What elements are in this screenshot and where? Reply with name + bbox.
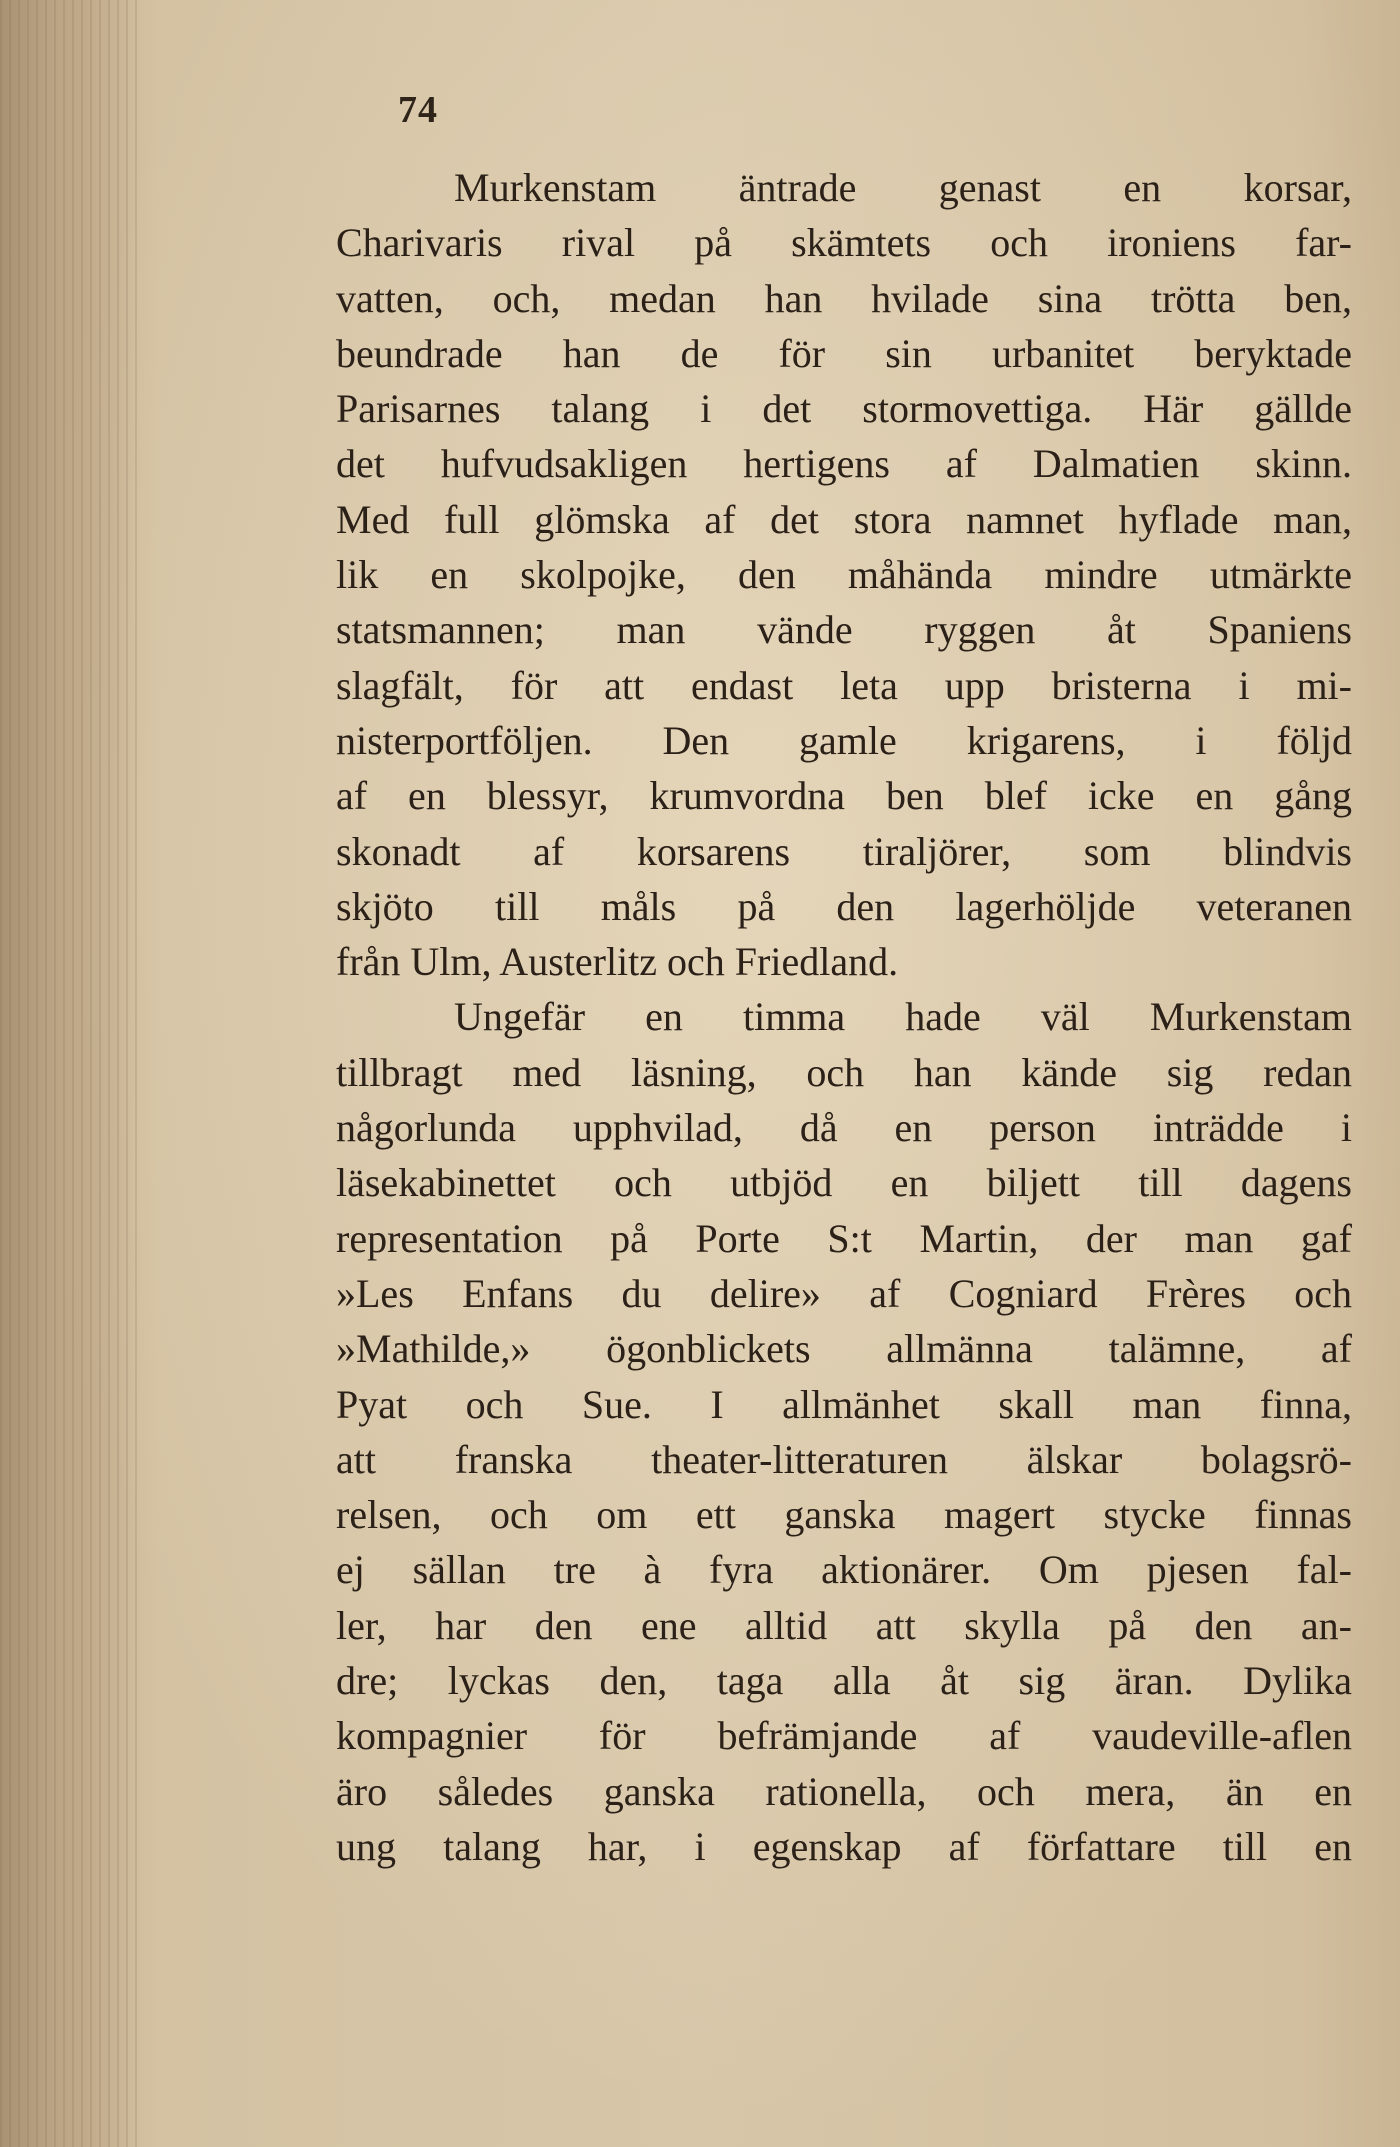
text-line: Ungefär en timma hade väl Murkenstam: [454, 994, 1352, 1040]
text-line: statsmannen; man vände ryggen åt Spaniens: [336, 607, 1352, 653]
text-line: representation på Porte S:t Martin, der man gaf: [336, 1215, 1352, 1261]
text-line: från Ulm, Austerlitz och Friedland.: [336, 939, 899, 985]
text-line: nisterportföljen. Den gamle krigarens, i följd: [336, 717, 1352, 763]
text-line: »Les Enfans du delire» af Cogniard Frères och: [336, 1270, 1352, 1316]
text-line: slagfält, för att endast leta upp bristerna i mi-: [336, 662, 1352, 708]
text-line: tillbragt med läsning, och han kände sig redan: [336, 1049, 1352, 1095]
text-line: Med full glömska af det stora namnet hyflade man,: [336, 496, 1352, 542]
page-number: 74: [398, 89, 438, 131]
text-line: kompagnier för befrämjande af vaudeville-aflen: [336, 1713, 1352, 1759]
text-line: beundrade han de för sin urbanitet beryktade: [336, 330, 1352, 376]
text-line: lik en skolpojke, den måhända mindre utmärkte: [336, 552, 1352, 598]
text-line: dre; lyckas den, taga alla åt sig äran. Dylika: [336, 1658, 1352, 1704]
text-line: någorlunda upphvilad, då en person inträdde i: [336, 1105, 1352, 1151]
text-line: relsen, och om ett ganska magert stycke finnas: [336, 1492, 1352, 1538]
text-line: af en blessyr, krumvordna ben blef icke en gång: [336, 773, 1352, 819]
text-line: vatten, och, medan han hvilade sina trötta ben,: [336, 275, 1352, 321]
text-line: »Mathilde,» ögonblickets allmänna talämne, af: [336, 1326, 1352, 1372]
text-line: läsekabinettet och utbjöd en biljett till dagens: [336, 1160, 1352, 1206]
text-line: Murkenstam äntrade genast en korsar,: [454, 165, 1352, 210]
text-line: ej sällan tre à fyra aktionärer. Om pjesen fal-: [336, 1547, 1352, 1593]
text-line: Charivaris rival på skämtets och ironiens far-: [336, 220, 1352, 266]
binding-gutter: [0, 0, 140, 2147]
text-line: skonadt af korsarens tiraljörer, som blindvis: [336, 828, 1352, 874]
text-line: att franska theater-litteraturen älskar bolagsrö-: [336, 1436, 1352, 1482]
text-line: ung talang har, i egenskap af författare till en: [336, 1823, 1352, 1869]
text-line: skjöto till måls på den lagerhöljde veteranen: [336, 883, 1352, 929]
text-line: det hufvudsakligen hertigens af Dalmatien skinn.: [336, 441, 1352, 487]
body-text: [336, 160, 1352, 1874]
text-line: Parisarnes talang i det stormovettiga. Här gällde: [336, 386, 1352, 432]
text-line: ler, har den ene alltid att skylla på den an-: [336, 1602, 1352, 1648]
text-line: Pyat och Sue. I allmänhet skall man finna,: [336, 1381, 1352, 1427]
text-line: äro således ganska rationella, och mera, än en: [336, 1768, 1352, 1814]
